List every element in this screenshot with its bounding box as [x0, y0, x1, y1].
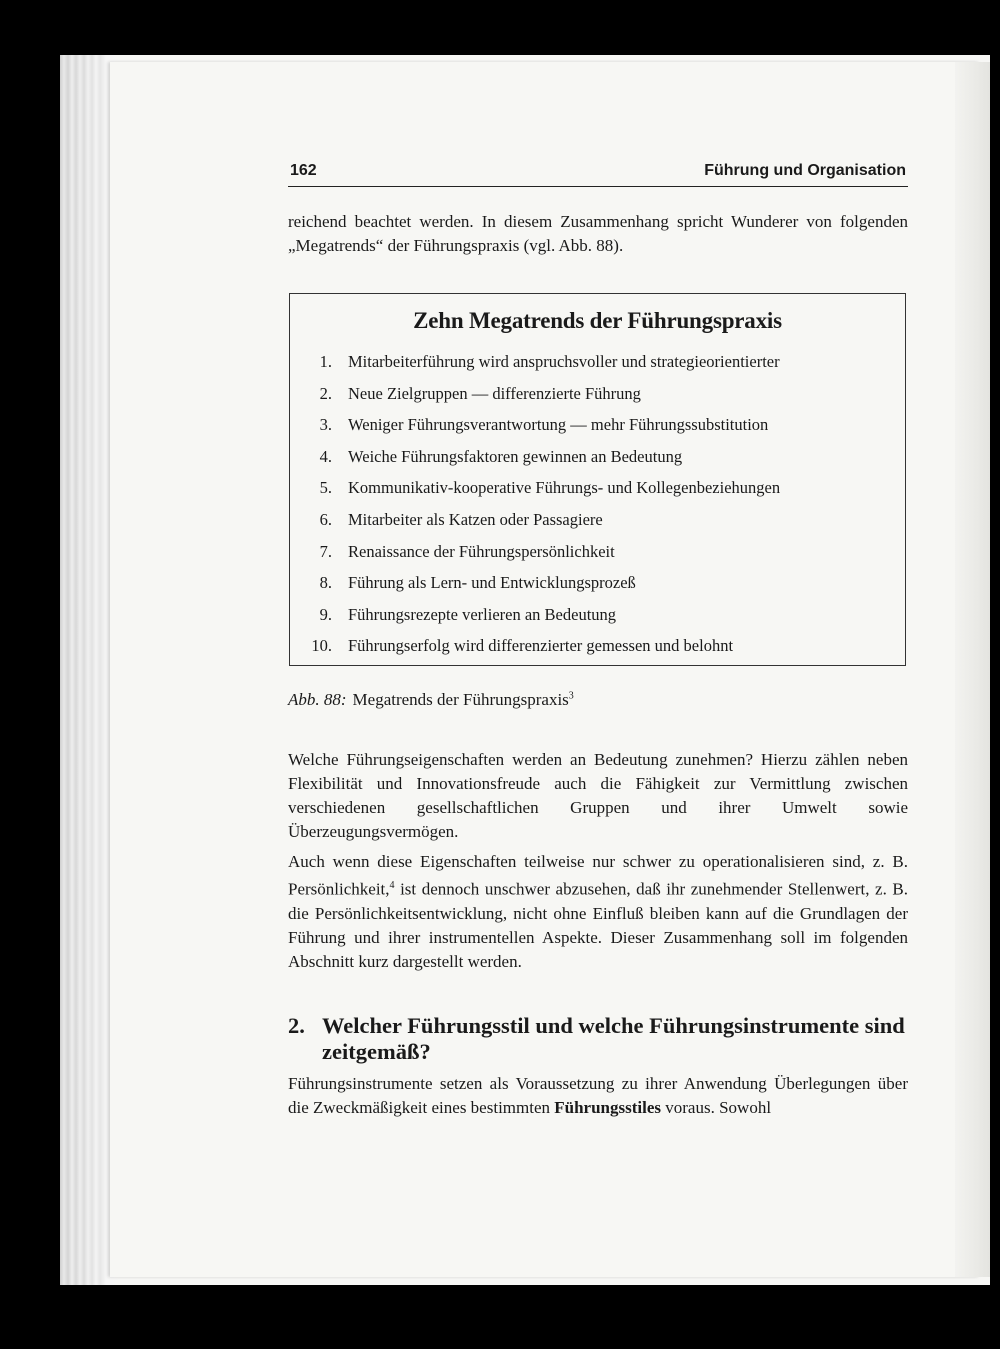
- item-number: 2.: [319, 383, 332, 403]
- keyword-fuehrungsstiles: Führungsstiles: [554, 1098, 662, 1117]
- intro-paragraph: [288, 210, 908, 258]
- list-item: [310, 573, 890, 605]
- running-header: [288, 160, 908, 187]
- item-number: 6.: [319, 509, 332, 529]
- running-title: Führung und Organisation: [704, 162, 906, 179]
- item-text: Mitarbeiterführung wird anspruchsvoller und strategieorientierter: [348, 352, 780, 371]
- list-item: [310, 605, 890, 637]
- paragraph-2-text-b: ist dennoch unschwer abzusehen, daß ihr zunehmender Stellenwert, z. B. die Persönlichkeitsentwicklung, nicht ohne Einfluß bleiben kann auf die Grundlagen der Führung und ihrer instrumentellen Aspekte. Dieser Zusammenhang soll im folgenden Abschnitt kurz dargestellt werden.: [288, 879, 908, 971]
- section-title: Welcher Führungsstil und welche Führungsinstrumente sind zeitgemäß?: [322, 1013, 905, 1064]
- item-text: Neue Zielgruppen — differenzierte Führung: [348, 383, 641, 403]
- item-number: 1.: [319, 352, 332, 371]
- caption-text: Megatrends der Führungspraxis: [352, 690, 569, 709]
- list-item: [310, 352, 890, 384]
- item-text: Mitarbeiter als Katzen oder Passagiere: [348, 509, 603, 529]
- figure-box: [289, 293, 906, 666]
- item-number: 7.: [319, 541, 332, 561]
- caption-footnote-marker: 3: [568, 690, 574, 702]
- paragraph-3-text-b: voraus. Sowohl: [661, 1098, 772, 1117]
- section-number: 2.: [288, 1013, 305, 1038]
- paragraph-3-text-a: Führungsinstrumente setzen als Voraussetzung zu ihrer Anwendung Überlegungen über die Zweckmäßigkeit eines bestimmten: [288, 1074, 908, 1117]
- page-number: 162: [290, 162, 317, 179]
- paragraph-3: [288, 1072, 908, 1120]
- list-item: [310, 415, 890, 447]
- list-item: [310, 636, 890, 668]
- list-item: [310, 510, 890, 542]
- item-text: Führungsrezepte verlieren an Bedeutung: [348, 604, 617, 624]
- list-item: [310, 542, 890, 574]
- paragraph-2-text-a: Auch wenn diese Eigenschaften teilweise nur schwer zu operationalisieren sind, z. B. Persönlichkeit,: [288, 852, 908, 899]
- caption-label: Abb. 88:: [288, 690, 347, 709]
- list-item: [310, 447, 890, 479]
- footnote-marker: 4: [389, 880, 395, 891]
- item-number: 3.: [319, 415, 332, 435]
- item-number: 9.: [319, 604, 332, 624]
- page-right-edge: [955, 62, 990, 1277]
- paragraph-1-text: Welche Führungseigenschaften werden an Bedeutung zunehmen? Hierzu zählen neben Flexibilität und Innovationsfreude auch die Fähigkeit zur Vermittlung zwischen verschiedenen gesellschaftlichen Gruppen und ihrer Umwelt sowie Überzeugungsvermögen.: [288, 750, 908, 841]
- paragraph-1: [288, 748, 908, 844]
- item-text: Renaissance der Führungspersönlichkeit: [348, 541, 615, 561]
- megatrend-list: [310, 352, 890, 668]
- item-number: 4.: [319, 446, 332, 466]
- item-text: Weniger Führungsverantwortung — mehr Führungssubstitution: [348, 415, 769, 435]
- intro-text: reichend beachtet werden. In diesem Zusammenhang spricht Wunderer von folgenden „Megatrends“ der Führungspraxis (vgl. Abb. 88).: [288, 212, 908, 255]
- item-text: Kommunikativ-kooperative Führungs- und Kollegenbeziehungen: [348, 478, 781, 498]
- figure-title: Zehn Megatrends der Führungspraxis: [413, 308, 782, 333]
- item-text: Führung als Lern- und Entwicklungsprozeß: [348, 573, 636, 593]
- item-text: Führungserfolg wird differenzierter gemessen und belohnt: [348, 636, 734, 656]
- item-number: 5.: [319, 478, 332, 498]
- figure-caption: [288, 690, 574, 710]
- item-number: 8.: [319, 573, 332, 593]
- item-number: 10.: [311, 636, 332, 656]
- item-text: Weiche Führungsfaktoren gewinnen an Bedeutung: [348, 446, 683, 466]
- list-item: [310, 478, 890, 510]
- paragraph-2: [288, 850, 908, 974]
- list-item: [310, 384, 890, 416]
